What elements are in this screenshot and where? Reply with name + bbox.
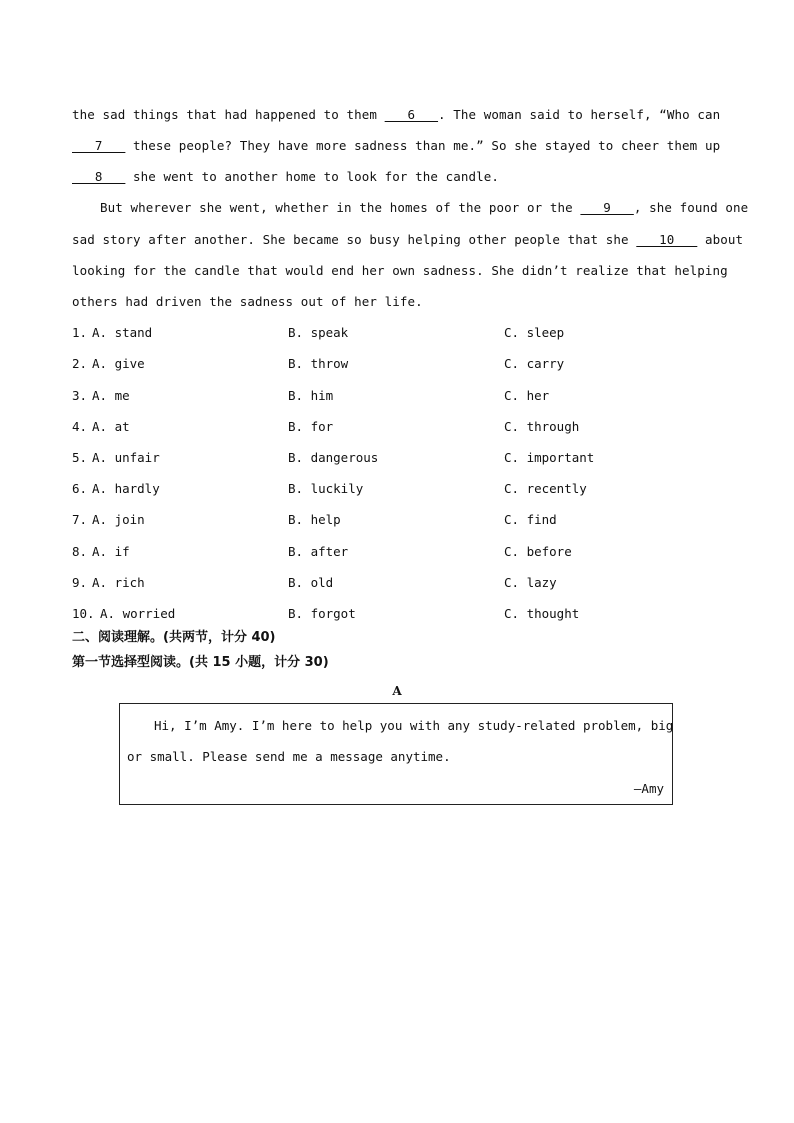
question-number: 10.	[72, 606, 95, 621]
passage-line-7: others had driven the sadness out of her life.	[72, 294, 423, 309]
question-number: 5.	[72, 450, 88, 465]
option-c: C. find	[504, 512, 557, 527]
option-row	[72, 544, 712, 560]
option-b: B. after	[288, 544, 349, 559]
option-b: B. forgot	[288, 606, 356, 621]
question-number: 9.	[72, 575, 88, 590]
question-number: 1.	[72, 325, 88, 340]
option-c: C. before	[504, 544, 572, 559]
option-row	[72, 356, 712, 372]
section-title: 二、阅读理解。(共两节，计分 40)	[72, 630, 276, 645]
option-a: A. if	[92, 544, 130, 559]
blank-7: 7	[72, 138, 126, 153]
option-a: A. unfair	[92, 450, 160, 465]
passage-text: , she found one	[633, 200, 749, 215]
passage-text: the sad things that had happened to them	[72, 107, 385, 122]
option-b: B. dangerous	[288, 450, 379, 465]
option-a: A. stand	[92, 325, 153, 340]
option-a: A. hardly	[92, 481, 160, 496]
option-row	[72, 575, 712, 591]
option-row	[72, 450, 712, 466]
passage-text: these people? They have more sadness than me.” So she stayed to cheer them up	[125, 138, 721, 153]
option-c: C. thought	[504, 606, 580, 621]
option-b: B. speak	[288, 325, 349, 340]
passage-text: about	[697, 232, 744, 247]
blank-8: 8	[72, 169, 126, 184]
option-row	[72, 481, 712, 497]
option-c: C. through	[504, 419, 580, 434]
option-c: C. important	[504, 450, 595, 465]
option-b: B. him	[288, 388, 334, 403]
passage-line-1	[72, 107, 721, 123]
option-b: B. luckily	[288, 481, 364, 496]
option-b: B. help	[288, 512, 341, 527]
question-number: 6.	[72, 481, 88, 496]
message-box	[119, 703, 673, 805]
passage-line-6: looking for the candle that would end her own sadness. She didn’t realize that helping	[72, 263, 728, 278]
question-number: 2.	[72, 356, 88, 371]
blank-6: 6	[384, 107, 439, 122]
section-subtitle: 第一节选择型阅读。(共 15 小题，计分 30)	[72, 655, 329, 670]
option-b: B. old	[288, 575, 334, 590]
passage-text: But wherever she went, whether in the homes of the poor or the	[100, 200, 581, 215]
option-a: A. worried	[100, 606, 176, 621]
question-number: 8.	[72, 544, 88, 559]
option-row	[72, 325, 712, 341]
blank-9: 9	[580, 200, 634, 215]
question-number: 3.	[72, 388, 88, 403]
option-a: A. give	[92, 356, 145, 371]
option-a: A. at	[92, 419, 130, 434]
option-c: C. recently	[504, 481, 587, 496]
option-b: B. for	[288, 419, 334, 434]
option-a: A. join	[92, 512, 145, 527]
part-label: A	[392, 684, 402, 698]
passage-text: she went to another home to look for the candle.	[125, 169, 500, 184]
passage-text: . The woman said to herself, “Who can	[438, 107, 721, 122]
message-line-1: Hi, I’m Amy. I’m here to help you with any study-related problem, big	[154, 718, 674, 733]
passage-line-2	[72, 138, 721, 154]
question-number: 4.	[72, 419, 88, 434]
message-line-2: or small. Please send me a message anytime.	[127, 749, 451, 764]
option-row	[72, 512, 712, 528]
passage-line-5	[72, 232, 744, 248]
question-number: 7.	[72, 512, 88, 527]
option-c: C. her	[504, 388, 550, 403]
passage-line-4	[100, 200, 749, 216]
passage-line-3	[72, 169, 712, 185]
blank-10: 10	[636, 232, 698, 247]
option-c: C. lazy	[504, 575, 557, 590]
option-row	[72, 388, 712, 404]
message-signature: —Amy	[633, 781, 664, 796]
passage-text: sad story after another. She became so busy helping other people that she	[72, 232, 637, 247]
option-a: A. me	[92, 388, 130, 403]
option-c: C. carry	[504, 356, 565, 371]
option-row	[72, 419, 712, 435]
option-a: A. rich	[92, 575, 145, 590]
option-b: B. throw	[288, 356, 349, 371]
option-row	[72, 606, 712, 622]
option-c: C. sleep	[504, 325, 565, 340]
